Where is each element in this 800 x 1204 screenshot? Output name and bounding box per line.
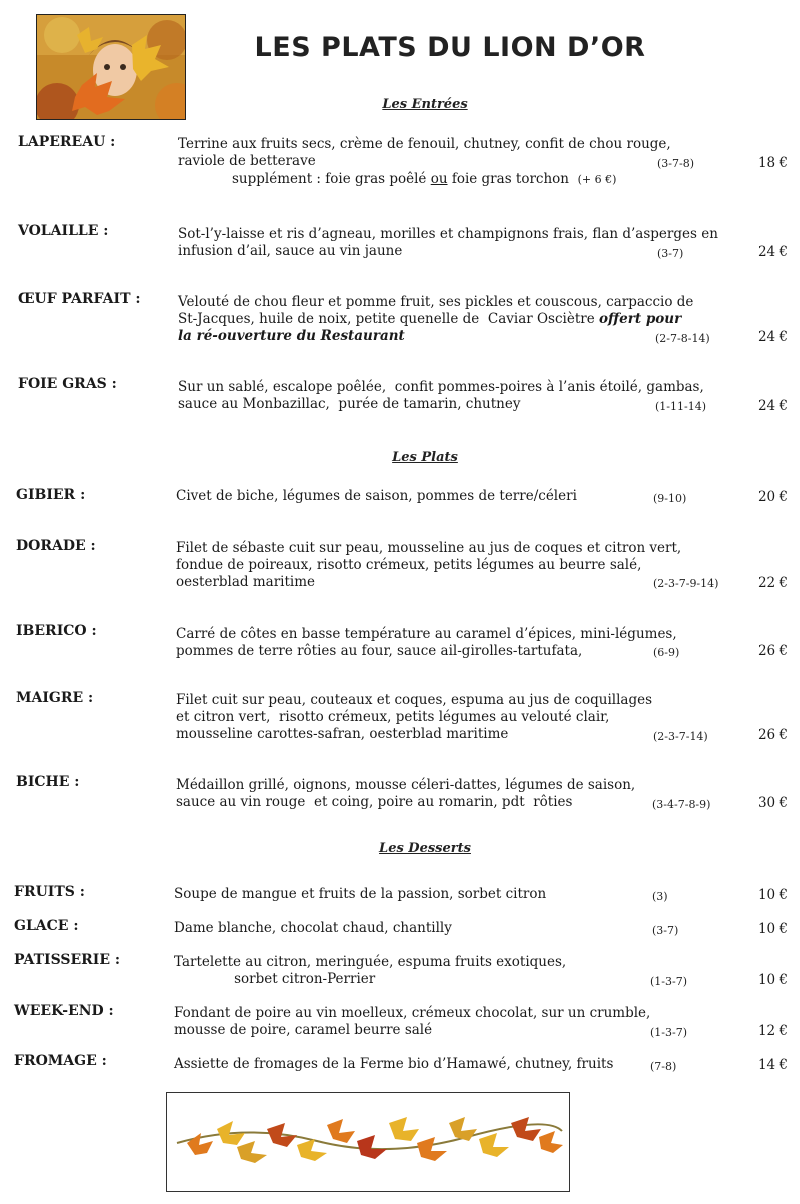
dish-description: infusion d’ail, sauce au vin jaune <box>178 243 403 259</box>
dish-price: 22 € <box>757 575 788 591</box>
dish-name: BICHE : <box>16 774 80 790</box>
dish-description: pommes de terre rôties au four, sauce ail-girolles-tartufata, <box>176 643 583 659</box>
dish-name: GIBIER : <box>16 487 86 503</box>
dish-name: LAPEREAU : <box>18 134 116 150</box>
dish-price: 10 € <box>757 921 788 937</box>
dish-name: PATISSERIE : <box>14 952 121 968</box>
supplement-extra: (+ 6 €) <box>577 173 617 186</box>
dish-price: 26 € <box>757 643 788 659</box>
supplement-or: ou <box>430 171 448 187</box>
dish-name: FRUITS : <box>14 884 85 900</box>
dish-allergens: (7-8) <box>650 1060 677 1073</box>
dish-description: mousse de poire, caramel beurre salé <box>174 1022 433 1038</box>
dish-description: raviole de betterave <box>178 153 316 169</box>
dish-description: Civet de biche, légumes de saison, pommes de terre/céleri <box>176 488 577 504</box>
dish-description: sauce au vin rouge et coing, poire au romarin, pdt rôties <box>176 794 573 810</box>
dish-allergens: (1-3-7) <box>650 975 688 988</box>
dish-allergens: (6-9) <box>653 646 680 659</box>
dish-price: 24 € <box>757 329 788 345</box>
dish-supplement <box>232 171 616 187</box>
dish-allergens: (3-7) <box>652 924 679 937</box>
dish-description: Dame blanche, chocolat chaud, chantilly <box>174 920 452 936</box>
dish-description: Tartelette au citron, meringuée, espuma fruits exotiques, <box>174 954 567 970</box>
dish-price: 10 € <box>757 887 788 903</box>
dish-price: 18 € <box>757 155 788 171</box>
dish-description: Assiette de fromages de la Ferme bio d’Hamawé, chutney, fruits <box>174 1056 614 1072</box>
dish-allergens: (9-10) <box>653 492 687 505</box>
dish-description: Filet cuit sur peau, couteaux et coques, espuma au jus de coquillages <box>176 692 653 708</box>
dish-name: ŒUF PARFAIT : <box>18 291 141 307</box>
dish-description: oesterblad maritime <box>176 574 316 590</box>
dish-highlight: la ré-ouverture du Restaurant <box>178 328 405 344</box>
dish-price: 24 € <box>757 398 788 414</box>
dish-name: FOIE GRAS : <box>18 376 117 392</box>
dish-description: Sur un sablé, escalope poêlée, confit pommes-poires à l’anis étoilé, gambas, <box>178 379 704 395</box>
dish-description: Velouté de chou fleur et pomme fruit, ses pickles et couscous, carpaccio de <box>178 294 694 310</box>
dish-name: FROMAGE : <box>14 1053 107 1069</box>
dish-name: DORADE : <box>16 538 96 554</box>
dish-allergens: (3-7-8) <box>657 157 695 170</box>
dish-highlight-line <box>178 328 405 344</box>
dish-description: Fondant de poire au vin moelleux, crémeux chocolat, sur un crumble, <box>174 1005 651 1021</box>
section-heading-desserts: Les Desserts <box>379 841 471 856</box>
dish-description: mousseline carottes-safran, oesterblad maritime <box>176 726 509 742</box>
dish-description: sorbet citron-Perrier <box>174 971 376 987</box>
dish-name: IBERICO : <box>16 623 97 639</box>
dish-description: Terrine aux fruits secs, crème de fenouil, chutney, confit de chou rouge, <box>178 136 671 152</box>
dish-price: 12 € <box>757 1023 788 1039</box>
leaf-garland-image <box>166 1092 570 1192</box>
dish-allergens: (3) <box>652 890 668 903</box>
dish-name: MAIGRE : <box>16 690 94 706</box>
dish-allergens: (2-3-7-9-14) <box>653 577 719 590</box>
dish-description: Médaillon grillé, oignons, mousse céleri-dattes, légumes de saison, <box>176 777 636 793</box>
dish-highlight: offert pour <box>599 311 682 327</box>
dish-description: fondue de poireaux, risotto crémeux, petits légumes au beurre salé, <box>176 557 642 573</box>
dish-allergens: (3-7) <box>657 247 684 260</box>
dish-description: Soupe de mangue et fruits de la passion, sorbet citron <box>174 886 547 902</box>
dish-description: Carré de côtes en basse température au caramel d’épices, mini-légumes, <box>176 626 677 642</box>
supplement-suffix: foie gras torchon <box>447 171 569 187</box>
dish-allergens: (1-3-7) <box>650 1026 688 1039</box>
dish-allergens: (2-7-8-14) <box>655 332 710 345</box>
dish-price: 10 € <box>757 972 788 988</box>
dish-description: et citron vert, risotto crémeux, petits légumes au velouté clair, <box>176 709 610 725</box>
dish-name: WEEK-END : <box>14 1003 114 1019</box>
dish-allergens: (2-3-7-14) <box>653 730 708 743</box>
dish-description <box>178 311 681 327</box>
page-title: LES PLATS DU LION D’OR <box>254 32 646 63</box>
section-heading-entrees: Les Entrées <box>382 97 468 112</box>
dish-description-text: St-Jacques, huile de noix, petite quenelle de Caviar Osciètre <box>178 311 600 327</box>
section-heading-plats: Les Plats <box>392 450 458 465</box>
dish-price: 24 € <box>757 244 788 260</box>
dish-allergens: (3-4-7-8-9) <box>652 798 711 811</box>
dish-price: 30 € <box>757 795 788 811</box>
dish-name: GLACE : <box>14 918 79 934</box>
dish-description: Sot-l’y-laisse et ris d’agneau, morilles et champignons frais, flan d’asperges en <box>178 226 718 242</box>
dish-name: VOLAILLE : <box>18 223 109 239</box>
dish-allergens: (1-11-14) <box>655 400 707 413</box>
dish-price: 26 € <box>757 727 788 743</box>
dish-price: 20 € <box>757 489 788 505</box>
supplement-prefix: supplément : foie gras poêlé <box>232 171 431 187</box>
dish-price: 14 € <box>757 1057 788 1073</box>
dish-description: Filet de sébaste cuit sur peau, mousseline au jus de coques et citron vert, <box>176 540 682 556</box>
dish-description: sauce au Monbazillac, purée de tamarin, chutney <box>178 396 521 412</box>
